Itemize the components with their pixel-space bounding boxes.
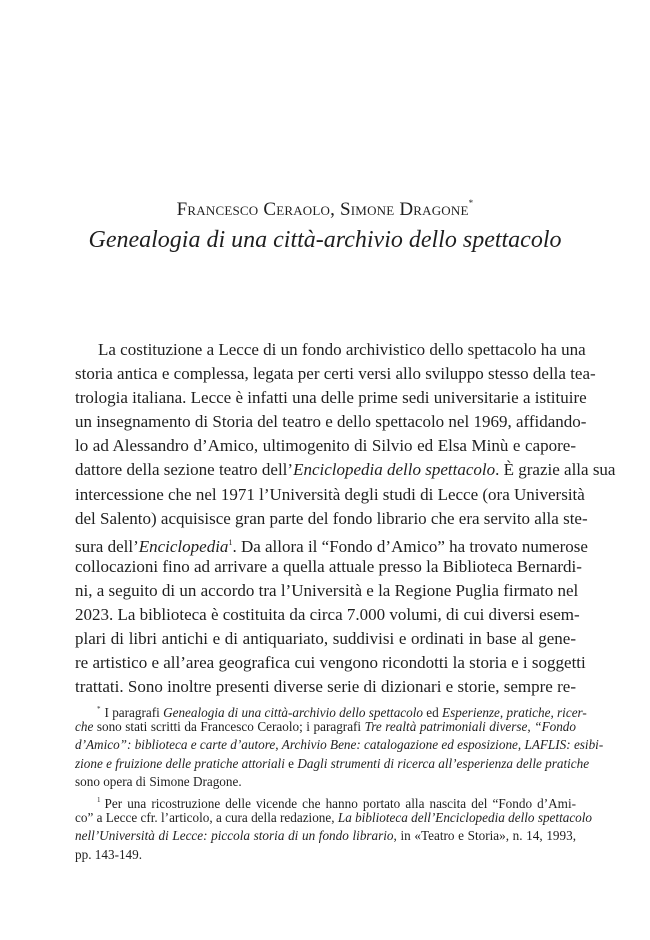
footnote-text: pp. 143-149. xyxy=(75,846,143,862)
footnote-italic-text: Tre realtà patrimoniali diverse xyxy=(364,719,528,735)
footnote-italic-text: nell’Università di Lecce: piccola storia di un fondo librario xyxy=(75,828,394,844)
body-text: un insegnamento di Storia del teatro e dello spettacolo nel 1969, affidando- xyxy=(75,412,587,432)
body-text: La costituzione a Lecce di un fondo archivistico dello spettacolo ha una xyxy=(98,340,586,359)
footnote-line xyxy=(75,846,576,864)
body-text: . È grazie alla sua xyxy=(495,460,616,480)
body-text: collocazioni fino ad arrivare a quella attuale presso la Biblioteca Bernardi- xyxy=(75,556,582,576)
body-text: intercessione che nel 1971 l’Università degli studi di Lecce (ora Università xyxy=(75,484,585,504)
footnote-text: , xyxy=(527,719,535,735)
body-text: sura dell’ xyxy=(75,536,139,556)
footnote-text: Per una ricostruzione delle vicende che hanno portato alla nascita del “Fondo d’Ami- xyxy=(104,795,576,811)
body-line xyxy=(75,386,587,410)
body-text: storia antica e complessa, legata per certi versi allo sviluppo stesso della tea- xyxy=(75,364,596,384)
footnotes xyxy=(75,700,604,864)
body-line xyxy=(75,675,576,699)
footnote-text: , xyxy=(275,737,282,753)
footnote-text: ed xyxy=(423,705,443,720)
body-italic-text: Enciclopedia xyxy=(138,536,229,556)
body-line xyxy=(75,555,582,579)
authors-text: Francesco Ceraolo, Simone Dragone xyxy=(176,199,469,220)
footnote-line xyxy=(75,791,576,809)
body-text: 2023. La biblioteca è costituita da circa 7.000 volumi, di cui diversi esem- xyxy=(75,605,580,625)
footnote-italic-text: LAFLIS: esibi- xyxy=(524,737,604,753)
body-line xyxy=(75,434,576,458)
footnote-italic-text: Dagli strumenti di ricerca all’esperienza delle pratiche xyxy=(297,755,590,771)
body-text: . Da allora il “Fondo d’Amico” ha trovato numerose xyxy=(232,536,588,556)
body-text: del Salento) acquisisce gran parte del fondo librario che era servito alla ste- xyxy=(75,508,588,528)
body-line xyxy=(75,483,585,507)
body-line xyxy=(75,531,588,556)
body-text: trattati. Sono inoltre presenti diverse serie di dizionari e storie, sempre re- xyxy=(75,677,576,697)
footnote-line xyxy=(75,773,576,791)
footnote-italic-text: che xyxy=(75,719,94,735)
body-line xyxy=(75,627,576,651)
footnote-italic-text: La biblioteca dell’Enciclopedia dello spettacolo xyxy=(337,810,593,826)
footnote-text: , in «Teatro e Storia», n. 14, 1993, xyxy=(393,828,576,844)
body-text: re artistico e all’area geografica cui vengono ricondotti la storia e i soggetti xyxy=(75,653,586,673)
authors-footnote-marker: * xyxy=(468,198,474,208)
body-text: lo ad Alessandro d’Amico, ultimogenito di Silvio ed Elsa Minù e capore- xyxy=(75,436,576,456)
article-title: Genealogia di una città-archivio dello spettacolo xyxy=(88,227,562,253)
body-footnote-ref: 1 xyxy=(228,537,233,547)
footnote-text: co” a Lecce cfr. l’articolo, a cura della redazione, xyxy=(75,810,338,826)
body-line xyxy=(75,507,588,531)
footnote-italic-text: “Fondo xyxy=(534,719,576,735)
footnote-text: I paragrafi xyxy=(104,705,164,720)
body-text: plari di libri antichi e di antiquariato, suddivisi e ordinati in base al gene- xyxy=(75,629,576,649)
body-line xyxy=(75,579,579,603)
footnote-footnote-ref: * xyxy=(97,705,101,713)
footnote-italic-text: Archivio Bene: catalogazione ed esposizione xyxy=(281,737,518,753)
body-italic-text: Enciclopedia dello spettacolo xyxy=(293,460,496,480)
body-paragraph xyxy=(75,338,616,699)
body-text: dattore della sezione teatro dell’ xyxy=(75,460,294,480)
footnote-line xyxy=(75,718,576,736)
footnote-italic-text: Genealogia di una città-archivio dello spettacolo xyxy=(163,705,423,720)
footnote-footnote-ref: 1 xyxy=(97,795,101,804)
footnote-italic-text: Esperienze, pratiche, ricer- xyxy=(442,705,587,720)
body-line xyxy=(75,651,586,675)
body-line xyxy=(75,410,587,434)
footnote-text: e xyxy=(284,755,298,771)
footnote-text: , xyxy=(517,737,525,753)
body-line xyxy=(75,338,586,362)
footnote-line xyxy=(75,809,593,827)
footnote-text: sono stati scritti da Francesco Ceraolo; i paragrafi xyxy=(93,719,365,735)
body-text: trologia italiana. Lecce è infatti una delle prime sedi universitarie a istituire xyxy=(75,388,587,408)
body-text: ni, a seguito di un accordo tra l’Università e la Regione Puglia firmato nel xyxy=(75,580,579,600)
footnote-line xyxy=(75,736,604,754)
footnote-line xyxy=(75,827,576,845)
footnote-italic-text: zione e fruizione delle pratiche attoriali xyxy=(75,755,285,771)
body-line xyxy=(75,603,580,627)
footnote-line xyxy=(75,755,590,773)
footnote-text: sono opera di Simone Dragone. xyxy=(75,773,242,789)
footnote-line xyxy=(75,700,587,720)
body-line xyxy=(75,458,616,482)
body-line xyxy=(75,362,596,386)
article-authors xyxy=(0,198,650,221)
footnote-italic-text: d’Amico”: biblioteca e carte d’autore xyxy=(75,737,276,753)
